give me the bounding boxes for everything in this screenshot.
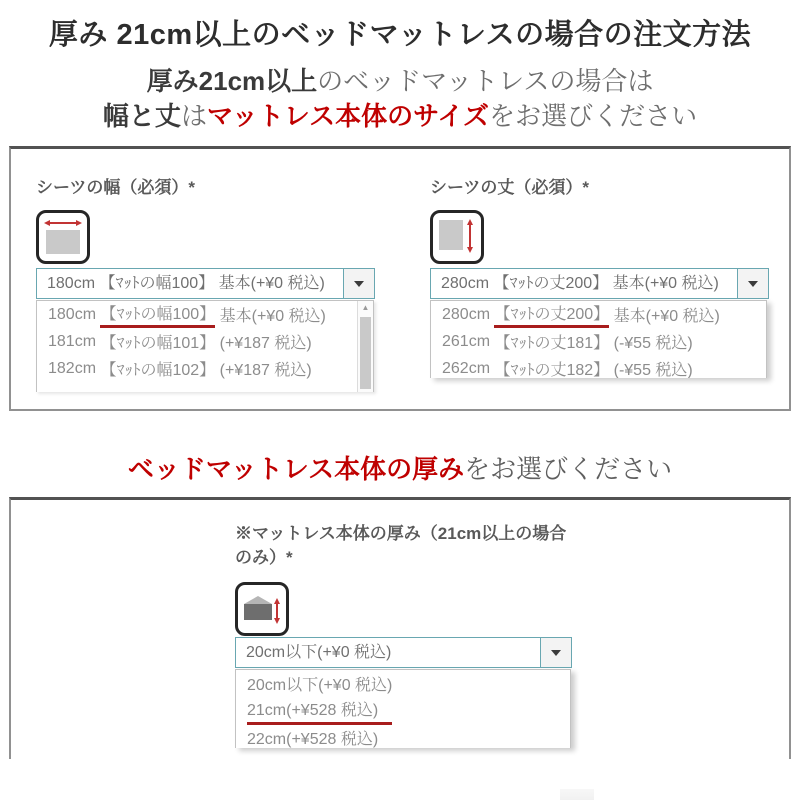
subtitle-line2-red: マットレス本体のサイズ (206, 101, 490, 131)
sheet-width-select-button[interactable] (343, 269, 374, 298)
sheet-width-selected-value[interactable]: 180cm 【ﾏｯﾄの幅100】 基本(+¥0 税込) (47, 275, 325, 292)
thickness-select-button[interactable] (540, 638, 571, 667)
thickness-option-1[interactable] (236, 670, 570, 697)
subtitle-line1-bold: 厚み21cm以上 (146, 66, 318, 96)
subtitle-line2 (0, 99, 800, 134)
option-text: 181cm (48, 332, 101, 350)
thickness-option-list (235, 669, 571, 748)
option-text: (-¥55 税込) (609, 362, 693, 378)
thickness-section-heading (0, 449, 800, 486)
thickness-selected-value[interactable]: 20cm以下(+¥0 税込) (246, 644, 392, 661)
option-text: 22cm(+¥528 税込) (247, 731, 379, 748)
sheet-width-option-3[interactable] (37, 355, 373, 382)
option-text: (+¥187 税込) (215, 335, 312, 352)
sheet-length-select[interactable] (430, 268, 769, 299)
cropped-artifact (560, 789, 594, 800)
sheet-length-label: シーツの丈（必須）* (430, 178, 589, 197)
sheet-length-option-list (430, 300, 767, 378)
list-scrollbar[interactable] (357, 301, 373, 392)
sheet-width-select[interactable] (36, 268, 375, 299)
sheet-length-selected-value[interactable]: 280cm 【ﾏｯﾄの丈200】 基本(+¥0 税込) (441, 275, 719, 292)
option-text: 261cm (442, 332, 495, 350)
option-text: 20cm以下(+¥0 税込) (247, 677, 393, 694)
dropdown-arrow-icon (551, 650, 561, 656)
sheet-width-option-2[interactable] (37, 328, 373, 355)
scroll-up-icon[interactable]: ▲ (361, 303, 370, 312)
option-text-underlined: 【ﾏｯﾄの幅100】 (100, 301, 215, 328)
sheet-length-option-1[interactable] (431, 301, 766, 328)
sheet-length-option-2[interactable] (431, 328, 766, 355)
subtitle-line2-tail: をお選びください (489, 101, 698, 131)
subtitle-line1 (0, 64, 800, 99)
sheet-length-option-3[interactable] (431, 355, 766, 378)
thickness-heading-red: ベッドマットレス本体の厚み (127, 454, 465, 484)
dropdown-arrow-icon (354, 281, 364, 287)
subtitle-line2-bold: 幅と丈 (102, 101, 181, 131)
subtitle-line1-rest: のベッドマットレスの場合は (317, 66, 654, 96)
sheet-length-select-button[interactable] (737, 269, 768, 298)
length-arrow-icon (430, 210, 484, 264)
option-text: 262cm (442, 359, 495, 377)
option-text: 182cm (48, 359, 101, 377)
thickness-select[interactable] (235, 637, 572, 668)
scrollbar-thumb[interactable] (360, 317, 371, 389)
option-text: 基本(+¥0 税込) (215, 308, 326, 325)
option-text: 基本(+¥0 税込) (609, 308, 720, 325)
thickness-heading-tail: をお選びください (464, 454, 673, 484)
thickness-option-3[interactable] (236, 724, 570, 748)
sheet-width-label: シーツの幅（必須）* (36, 178, 195, 197)
sheet-width-option-list (36, 300, 374, 392)
subtitle (0, 64, 800, 134)
option-text: (+¥187 税込) (215, 362, 312, 379)
option-text: 【ﾏｯﾄの丈182】 (494, 362, 610, 378)
thickness-label: ※マットレス本体の厚み（21cm以上の場合のみ）* (235, 524, 567, 567)
sheet-width-option-1[interactable] (37, 301, 373, 328)
width-arrow-icon (36, 210, 90, 264)
option-text: 280cm (442, 305, 495, 323)
option-text-underlined: 【ﾏｯﾄの丈200】 (494, 301, 609, 328)
thickness-option-2[interactable] (236, 697, 570, 724)
thickness-arrow-icon (235, 582, 289, 636)
option-text: 180cm (48, 305, 101, 323)
option-text-underlined: 21cm(+¥528 税込) (247, 697, 392, 725)
page-title: 厚み 21cm以上のベッドマットレスの場合の注文方法 (48, 19, 752, 51)
subtitle-line2-plain: は (180, 101, 207, 131)
option-text: (-¥55 税込) (609, 335, 693, 352)
option-text: 【ﾏｯﾄの幅101】 (100, 335, 216, 352)
option-text: 【ﾏｯﾄの幅102】 (100, 362, 216, 379)
option-text: 【ﾏｯﾄの丈181】 (494, 335, 610, 352)
dropdown-arrow-icon (748, 281, 758, 287)
